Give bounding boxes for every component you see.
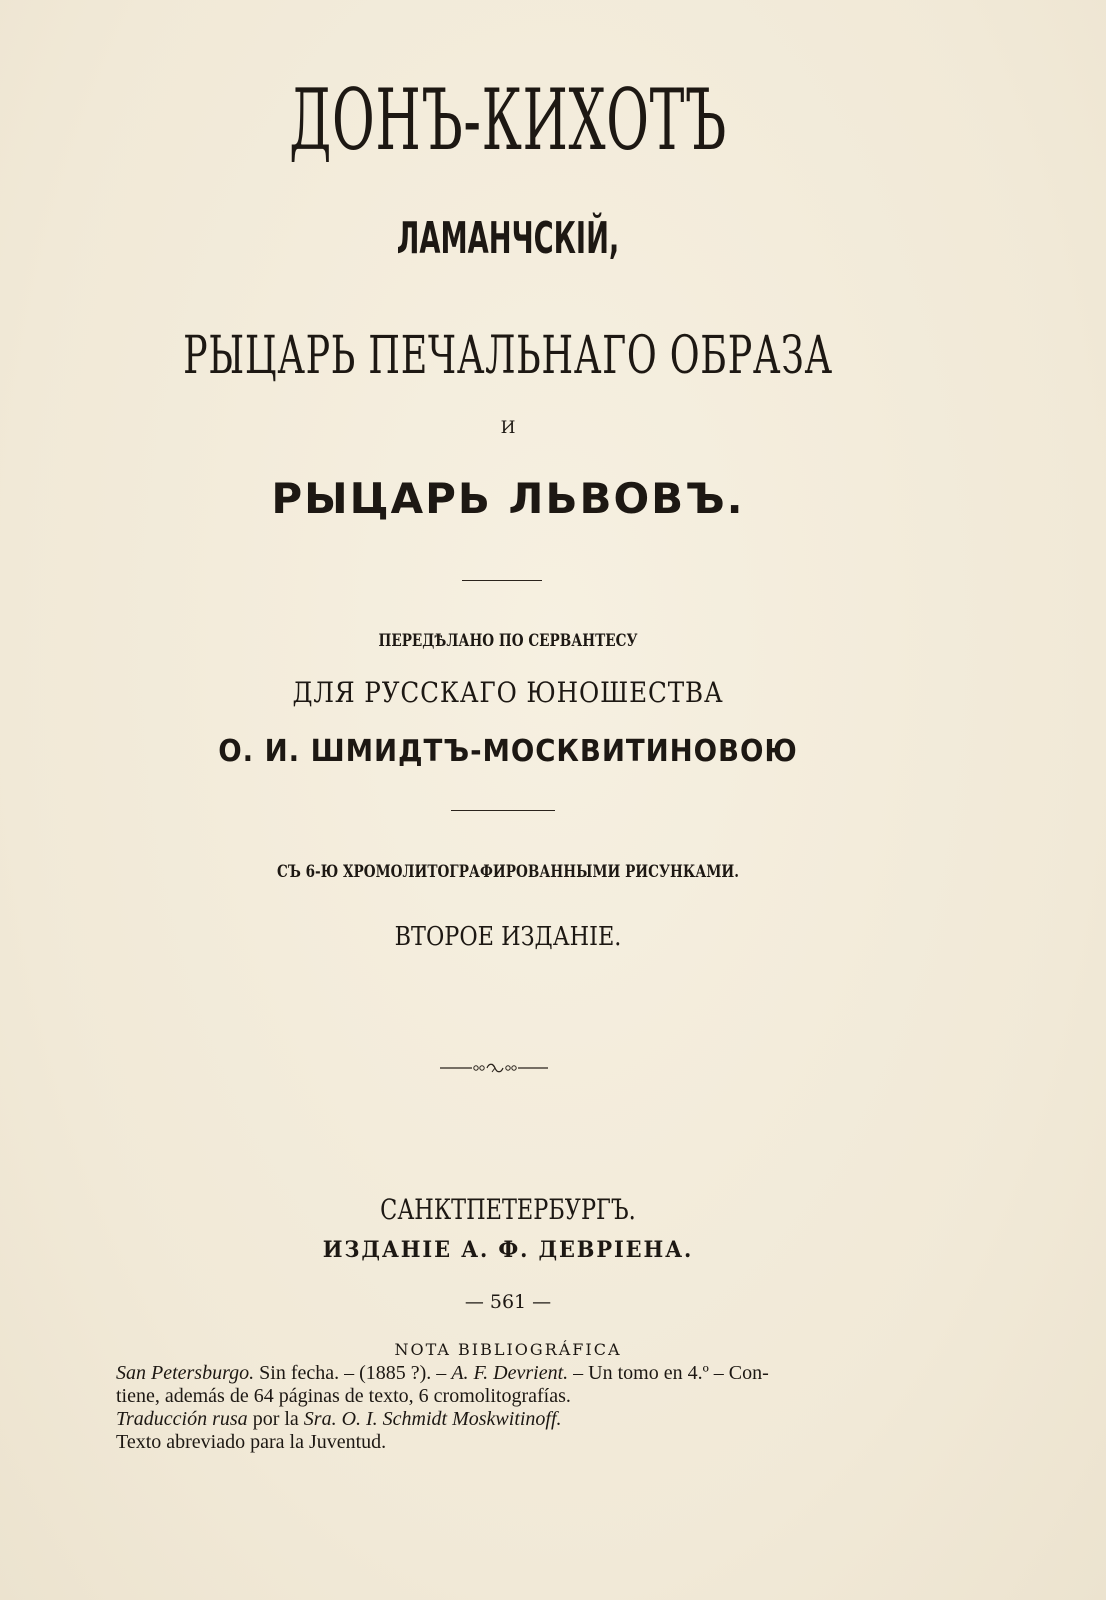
edition-line: ВТОРОЕ ИЗДАНІЕ.: [394, 922, 622, 952]
nota-translation: Traducción rusa: [116, 1408, 248, 1430]
book-subtitle-laманchskiy: ЛАМАНЧСКІЙ,: [396, 213, 620, 264]
illustrations-line: СЪ 6-Ю ХРОМОЛИТОГРАФИРОВАННЫМИ РИСУНКАМИ.: [277, 862, 739, 882]
nota-line-4: Texto abreviado para la Juventud.: [116, 1431, 387, 1453]
nota-body: [116, 1362, 876, 1454]
imprint-city: САНКТПЕТЕРБУРГЪ.: [380, 1193, 636, 1226]
ornament-divider-icon: [440, 1060, 550, 1074]
nota-publisher: A. F. Devrient.: [451, 1362, 569, 1384]
nota-line-2: tiene, además de 64 páginas de texto, 6 cromolitografías.: [116, 1385, 571, 1407]
divider-rule: [451, 810, 555, 811]
book-subtitle-knight-sad: РЫЦАРЬ ПЕЧАЛЬНАГО ОБРАЗА: [183, 326, 833, 386]
page-number: — 561 —: [464, 1291, 552, 1313]
nota-line-1: [116, 1362, 876, 1385]
divider-rule: [462, 580, 542, 581]
author-line: О. И. ШМИДТЪ-МОСКВИТИНОВОЮ: [218, 734, 798, 769]
adapted-from-line: ПЕРЕДѢЛАНО ПО СЕРВАНТЕСУ: [378, 631, 638, 651]
book-subtitle-knight-lions: РЫЦАРЬ ЛЬВОВЪ.: [271, 474, 745, 523]
nota-line-3: [116, 1408, 876, 1431]
book-title: ДОНЪ-КИХОТЪ: [289, 71, 727, 169]
nota-by: por la: [247, 1408, 304, 1430]
imprint-publisher: ИЗДАНІЕ А. Ф. ДЕВРІЕНА.: [322, 1237, 694, 1263]
nota-place: San Petersburgo.: [116, 1362, 255, 1384]
audience-line: ДЛЯ РУССКАГО ЮНОШЕСТВА: [292, 676, 724, 709]
nota-heading: NOTA BIBLIOGRÁFICA: [394, 1340, 622, 1359]
title-conjunction: И: [500, 418, 516, 438]
nota-translator: Sra. O. I. Schmidt Moskwitinoff.: [303, 1408, 562, 1430]
nota-date: Sin fecha. – (1885 ?). –: [254, 1362, 452, 1384]
nota-format: – Un tomo en 4.º – Con-: [568, 1362, 769, 1384]
